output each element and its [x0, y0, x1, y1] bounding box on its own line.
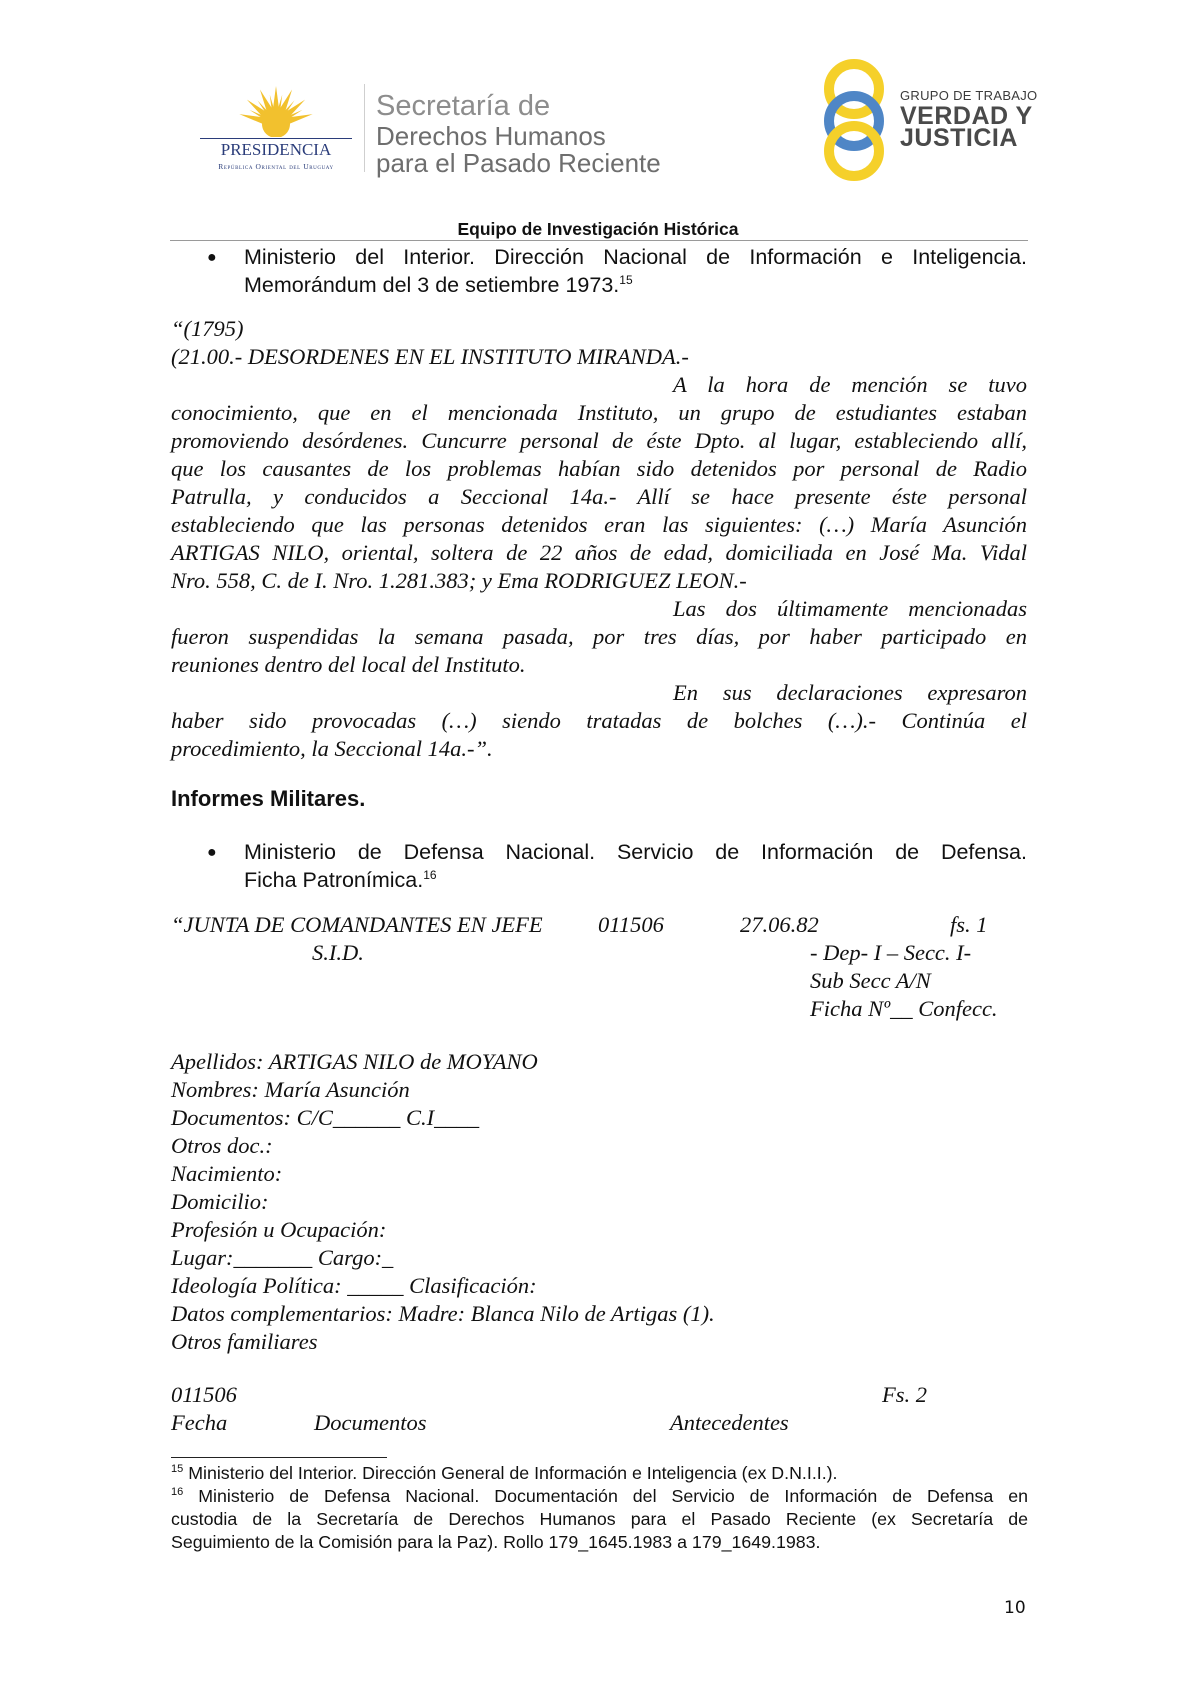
quote-line: procedimiento, la Seccional 14a.-”.: [171, 736, 493, 761]
header-divider: [364, 84, 365, 172]
grupo-line2: VERDAD Y: [900, 102, 1033, 130]
quote-line: ARTIGAS NILO, oriental, soltera de 22 años de edad, domiciliada en José Ma. Vidal: [171, 540, 1027, 565]
column-documentos: Documentos: [314, 1410, 427, 1435]
ficha-date: 27.06.82: [740, 912, 819, 937]
quote-line: haber sido provocadas (…) siendo tratadas de bolches (…).- Continúa el: [171, 708, 1027, 733]
ficha-number: 011506: [598, 912, 664, 937]
quote-line: “(1795): [171, 316, 244, 341]
secretaria-line1: Secretaría de: [376, 90, 551, 122]
ficha-field: Documentos: C/C______ C.I____: [171, 1105, 480, 1130]
sun-icon: [190, 76, 362, 142]
bullet-item-defensa: [244, 838, 1027, 894]
quote-line: Nro. 558, C. de I. Nro. 1.281.383; y Ema RODRIGUEZ LEON.-: [171, 568, 747, 593]
bullet-line-text: Memorándum del 3 de setiembre 1973.: [244, 273, 620, 297]
team-title: Equipo de Investigación Histórica: [457, 219, 739, 239]
ficha-number-2: 011506: [171, 1382, 237, 1407]
bullet-line: [244, 866, 1027, 894]
ficha-field: Nacimiento:: [171, 1161, 283, 1186]
footnote-text: Ministerio de Defensa Nacional. Documentación del Servicio de Información de Defensa en: [198, 1486, 1028, 1506]
column-antecedentes: Antecedentes: [670, 1410, 789, 1435]
presidencia-logo: [190, 76, 362, 176]
verdad-justicia-rings-icon: [820, 52, 900, 182]
bullet-item-interior: [244, 243, 1027, 299]
quote-line: Las dos últimamente mencionadas: [673, 596, 1027, 621]
ficha-head: “JUNTA DE COMANDANTES EN JEFE: [171, 912, 543, 937]
bullet-dot: ●: [207, 844, 217, 861]
ficha-field: Ideología Política: _____ Clasificación:: [171, 1273, 537, 1298]
quote-line: fueron suspendidas la semana pasada, por tres días, por haber participado en: [171, 624, 1027, 649]
footnote-ref: 15: [619, 272, 633, 287]
bullet-dot: ●: [207, 249, 217, 266]
bullet-line: [244, 271, 1027, 299]
footnote-line: Seguimiento de la Comisión para la Paz). Rollo 179_1645.1983 a 179_1649.1983.: [171, 1532, 821, 1552]
footnote-text: Ministerio del Interior. Dirección General de Información e Inteligencia (ex D.N.I.I.).: [188, 1463, 838, 1483]
ficha-field: Datos complementarios: Madre: Blanca Nilo de Artigas (1).: [171, 1301, 715, 1326]
footnote-separator: [171, 1457, 387, 1458]
quote-line: estableciendo que las personas detenidos eran las siguientes: (…) María Asunción: [171, 512, 1027, 537]
footnote-line: [171, 1485, 1028, 1508]
ficha-field: Lugar:_______ Cargo:_: [171, 1245, 394, 1270]
ficha-dep: - Dep- I – Secc. I-: [810, 940, 972, 965]
memorandum-quote: [171, 315, 1027, 763]
bullet-line: Ministerio de Defensa Nacional. Servicio de Información de Defensa.: [244, 840, 1027, 864]
footnote-15: [171, 1462, 1028, 1485]
footnote-16: [171, 1485, 1028, 1554]
secretaria-line2: Derechos Humanos: [376, 121, 606, 151]
ficha-field: Apellidos: ARTIGAS NILO de MOYANO: [171, 1049, 538, 1074]
quote-line: (21.00.- DESORDENES EN EL INSTITUTO MIRANDA.-: [171, 344, 689, 369]
column-fecha: Fecha: [171, 1410, 228, 1435]
header-rule: [170, 240, 1028, 241]
bullet-line-text: Ficha Patronímica.: [244, 868, 424, 892]
ficha-field: Nombres: María Asunción: [171, 1077, 410, 1102]
quote-line: conocimiento, que en el mencionada Instituto, un grupo de estudiantes estaban: [171, 400, 1027, 425]
presidencia-name: PRESIDENCIA: [220, 140, 332, 159]
quote-line: que los causantes de los problemas habían sido detenidos por personal de Radio: [171, 456, 1027, 481]
quote-line: Patrulla, y conducidos a Seccional 14a.- Allí se hace presente éste personal: [171, 484, 1027, 509]
ficha-folio: fs. 1: [950, 912, 988, 937]
ficha-fields: [171, 1048, 715, 1356]
ficha-ficha-no: Ficha Nº__ Confecc.: [810, 996, 998, 1021]
page-number: 10: [1004, 1598, 1026, 1618]
footnote-number: 16: [171, 1486, 184, 1499]
ficha-field: Otros doc.:: [171, 1133, 273, 1158]
ficha-field: Otros familiares: [171, 1329, 318, 1354]
quote-line: A la hora de mención se tuvo: [673, 372, 1027, 397]
grupo-line1: GRUPO DE TRABAJO: [900, 88, 1038, 103]
ficha-sid: S.I.D.: [312, 940, 364, 965]
grupo-line3: JUSTICIA: [900, 124, 1018, 152]
footnote-line: custodia de la Secretaría de Derechos Humanos para el Pasado Reciente (ex Secretaría de: [171, 1509, 1028, 1529]
quote-line: En sus declaraciones expresaron: [673, 680, 1027, 705]
footnote-number: 15: [171, 1463, 184, 1476]
ficha-subsecc: Sub Secc A/N: [810, 968, 931, 993]
presidencia-subtitle: República Oriental del Uruguay: [218, 162, 334, 171]
ficha-field: Domicilio:: [171, 1189, 269, 1214]
ficha-field: Profesión u Ocupación:: [171, 1217, 387, 1242]
section-heading: Informes Militares.: [171, 786, 366, 811]
quote-line: reuniones dentro del local del Instituto.: [171, 652, 526, 677]
ficha-folio-2: Fs. 2: [882, 1382, 927, 1407]
bullet-line: Ministerio del Interior. Dirección Nacional de Información e Inteligencia.: [244, 245, 1027, 269]
presidencia-rule: [200, 138, 352, 139]
secretaria-line3: para el Pasado Reciente: [376, 148, 661, 178]
footnote-ref: 16: [423, 867, 437, 882]
quote-line: promoviendo desórdenes. Cuncurre personal de éste Dpto. al lugar, estableciendo allí,: [171, 428, 1027, 453]
